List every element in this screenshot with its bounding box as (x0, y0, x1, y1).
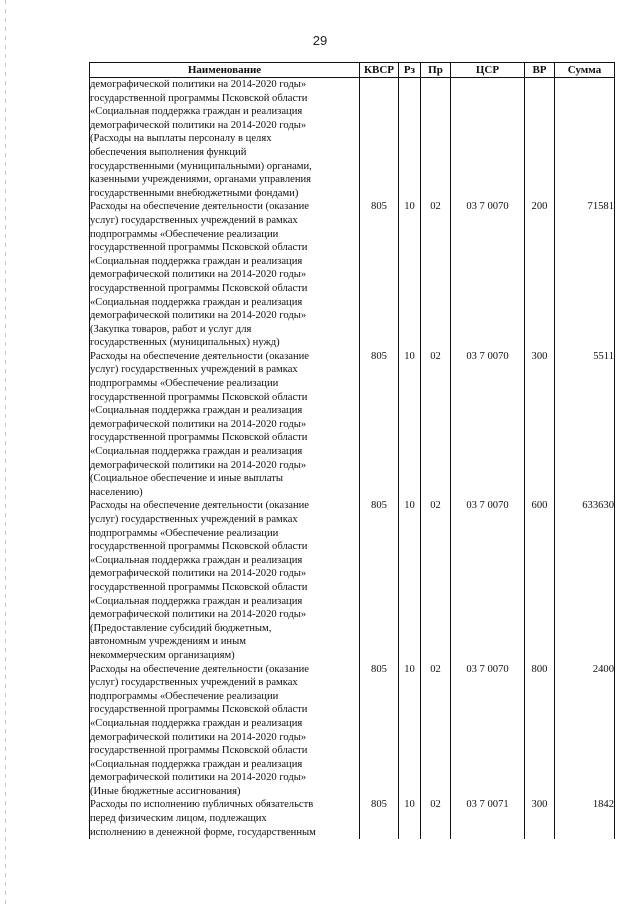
row-csr: 03 7 0070 (451, 499, 525, 662)
row-pr (421, 78, 451, 201)
row-kvsr: 805 (360, 499, 399, 662)
row-pr: 02 (421, 798, 451, 839)
row-name: Расходы на обеспечение деятельности (оказание услуг) государственных учреждений в рамках подпрограммы «Обеспечение реализации государственной программы Псковской области «Социальная поддержка граждан и реализация демографической политики на 2014-2020 годы» государственной программы Псковской области «Социальная поддержка граждан и реализация демографической политики на 2014-2020 годы» (Предоставление субсидий бюджетным, автономным учреждениям и иным некоммерческим организациям) (90, 499, 360, 662)
table-row (90, 350, 615, 500)
header-vr: ВР (525, 63, 555, 78)
row-pr: 02 (421, 350, 451, 500)
row-csr: 03 7 0070 (451, 663, 525, 799)
row-vr: 600 (525, 499, 555, 662)
row-rz (399, 78, 421, 201)
budget-table (89, 62, 615, 839)
table-row (90, 200, 615, 350)
header-sum: Сумма (555, 63, 615, 78)
row-pr: 02 (421, 663, 451, 799)
row-sum: 5511 (555, 350, 615, 500)
row-sum: 1842 (555, 798, 615, 839)
row-vr: 300 (525, 350, 555, 500)
row-rz: 10 (399, 798, 421, 839)
row-kvsr: 805 (360, 200, 399, 350)
row-sum: 633630 (555, 499, 615, 662)
header-kvsr: КВСР (360, 63, 399, 78)
row-pr: 02 (421, 200, 451, 350)
header-name: Наименование (90, 63, 360, 78)
table-row (90, 663, 615, 799)
row-sum: 71581 (555, 200, 615, 350)
row-vr: 200 (525, 200, 555, 350)
row-kvsr (360, 78, 399, 201)
row-name: Расходы на обеспечение деятельности (оказание услуг) государственных учреждений в рамках подпрограммы «Обеспечение реализации государственной программы Псковской области «Социальная поддержка граждан и реализация демографической политики на 2014-2020 годы» государственной программы Псковской области «Социальная поддержка граждан и реализация демографической политики на 2014-2020 годы» (Иные бюджетные ассигнования) (90, 663, 360, 799)
table-row (90, 499, 615, 662)
row-name: Расходы по исполнению публичных обязательств перед физическим лицом, подлежащих исполнению в денежной форме, государственным (90, 798, 360, 839)
row-rz: 10 (399, 200, 421, 350)
row-csr: 03 7 0071 (451, 798, 525, 839)
header-csr: ЦСР (451, 63, 525, 78)
table-row (90, 798, 615, 839)
row-pr: 02 (421, 499, 451, 662)
row-rz: 10 (399, 663, 421, 799)
row-name: Расходы на обеспечение деятельности (оказание услуг) государственных учреждений в рамках подпрограммы «Обеспечение реализации государственной программы Псковской области «Социальная поддержка граждан и реализация демографической политики на 2014-2020 годы» государственной программы Псковской области «Социальная поддержка граждан и реализация демографической политики на 2014-2020 годы» (Социальное обеспечение и иные выплаты населению) (90, 350, 360, 500)
table-row (90, 78, 615, 201)
header-pr: Пр (421, 63, 451, 78)
row-csr: 03 7 0070 (451, 350, 525, 500)
table-header-row (90, 63, 615, 78)
row-vr (525, 78, 555, 201)
row-csr: 03 7 0070 (451, 200, 525, 350)
header-rz: Рз (399, 63, 421, 78)
row-csr (451, 78, 525, 201)
row-kvsr: 805 (360, 798, 399, 839)
row-sum: 2400 (555, 663, 615, 799)
row-sum (555, 78, 615, 201)
row-vr: 800 (525, 663, 555, 799)
row-kvsr: 805 (360, 350, 399, 500)
scan-edge-line (5, 0, 6, 905)
row-name: демографической политики на 2014-2020 годы» государственной программы Псковской области «Социальная поддержка граждан и реализация демографической политики на 2014-2020 годы» (Расходы на выплаты персоналу в целях обеспечения выполнения функций государственными (муниципальными) органами, казенными учреждениями, органами управления государственными внебюджетными фондами) (90, 78, 360, 201)
row-name: Расходы на обеспечение деятельности (оказание услуг) государственных учреждений в рамках подпрограммы «Обеспечение реализации государственной программы Псковской области «Социальная поддержка граждан и реализация демографической политики на 2014-2020 годы» государственной программы Псковской области «Социальная поддержка граждан и реализация демографической политики на 2014-2020 годы» (Закупка товаров, работ и услуг для государственных (муниципальных) нужд) (90, 200, 360, 350)
row-rz: 10 (399, 350, 421, 500)
row-rz: 10 (399, 499, 421, 662)
row-kvsr: 805 (360, 663, 399, 799)
page-number: 29 (312, 33, 328, 48)
row-vr: 300 (525, 798, 555, 839)
